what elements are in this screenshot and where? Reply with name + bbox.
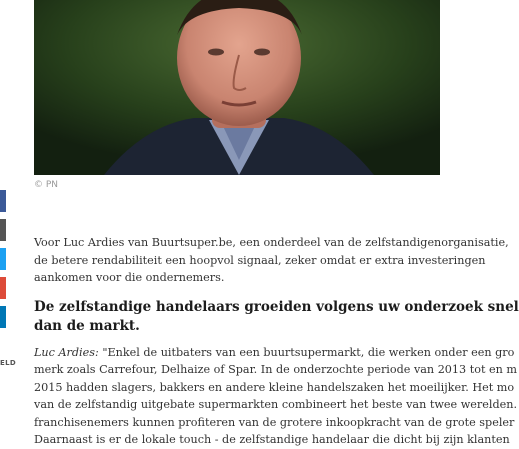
answer-line: Daarnaast is er de lokale touch - de zelfstandige handelaar die dicht bij zijn klanten [34, 433, 510, 446]
googleplus-share-button[interactable] [0, 277, 6, 299]
lead-line: Voor Luc Ardies van Buurtsuper.be, een onderdeel van de zelfstandigenorganisatie, [34, 236, 509, 249]
answer-line: merk zoals Carrefour, Delhaize of Spar. In de onderzochte periode van 2013 tot en m [34, 363, 517, 376]
article-question [34, 298, 519, 336]
article-body [34, 234, 519, 449]
answer-line: van de zelfstandig uitgebate supermarkten combineert het beste van twee werelden. [34, 398, 517, 411]
facebook-share-button[interactable] [0, 190, 6, 212]
article-lead [34, 234, 509, 287]
article-photo [34, 0, 440, 175]
question-line: De zelfstandige handelaars groeiden volgens uw onderzoek snel [34, 298, 519, 315]
answer-line: franchisenemers kunnen profiteren van de grotere inkoopkracht van de grote speler [34, 415, 515, 429]
share-label: ELD [0, 359, 16, 367]
question-line: dan de markt. [34, 317, 140, 334]
lead-line: de betere rendabiliteit een hoopvol signaal, zeker omdat er extra investeringen [34, 253, 486, 267]
speaker-name: Luc Ardies: [34, 345, 99, 359]
email-share-button[interactable] [0, 219, 6, 241]
lead-line: aankomen voor die ondernemers. [34, 271, 225, 284]
twitter-share-button[interactable] [0, 248, 6, 270]
answer-line: 2015 hadden slagers, bakkers en andere kleine handelszaken het moeilijker. Het mo [34, 380, 515, 394]
linkedin-share-button[interactable] [0, 306, 6, 328]
share-bar [0, 190, 6, 335]
photo-credit: © PN [34, 180, 59, 190]
answer-line: "Enkel de uitbaters van een buurtsupermarkt, die werken onder een gro [98, 345, 515, 359]
article-answer [34, 344, 517, 449]
portrait-image [34, 0, 440, 175]
